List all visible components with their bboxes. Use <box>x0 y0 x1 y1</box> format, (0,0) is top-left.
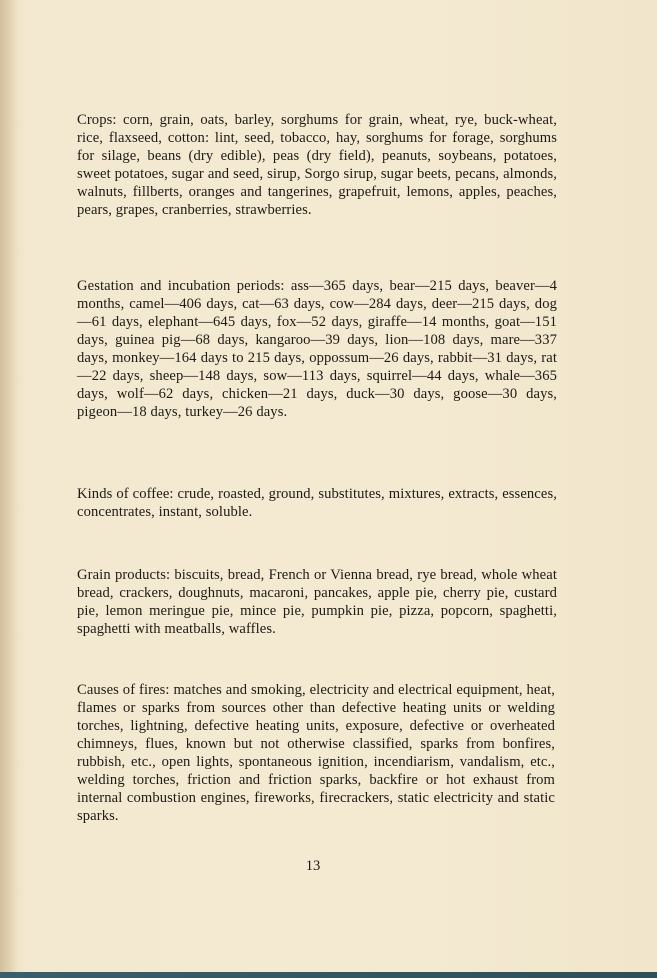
background-strip <box>0 972 657 978</box>
binding-shadow <box>0 0 18 978</box>
fire-causes-paragraph: Causes of fires: matches and smoking, electricity and electrical equipment, heat, flames or sparks from sources other than defective heating units or welding torches, lightning, defective heating units, exposure, defective or overheated chimneys, flues, known but not otherwise classified, sparks from bonfires, rubbish, etc., open lights, spontaneous ignition, incendiarism, vandalism, etc., welding torches, friction and friction sparks, backfire or hot exhaust from internal combustion engines, fireworks, firecrackers, static electricity and static sparks. <box>77 682 555 824</box>
page-number: 13 <box>305 858 321 874</box>
coffee-paragraph: Kinds of coffee: crude, roasted, ground, substitutes, mixtures, extracts, essences, concentrates, instant, soluble. <box>77 486 557 520</box>
gestation-paragraph: Gestation and incubation periods: ass—365 days, bear—215 days, beaver—4 months, camel—406 days, cat—63 days, cow—284 days, deer—215 days, dog—61 days, elephant—645 days, fox—52 days, giraffe—14 months, goat—151 days, guinea pig—68 days, kangaroo—39 days, lion—108 days, mare—337 days, monkey—164 days to 215 days, oppossum—26 days, rabbit—31 days, rat—22 days, sheep—148 days, sow—113 days, squirrel—44 days, whale—365 days, wolf—62 days, chicken—21 days, duck—30 days, goose—30 days, pigeon—18 days, turkey—26 days. <box>77 278 557 420</box>
grain-products-paragraph: Grain products: biscuits, bread, French or Vienna bread, rye bread, whole wheat bread, crackers, doughnuts, macaroni, pancakes, apple pie, cherry pie, custard pie, lemon meringue pie, mince pie, pumpkin pie, pizza, popcorn, spaghetti, spaghetti with meatballs, waffles. <box>77 567 557 637</box>
crops-paragraph: Crops: corn, grain, oats, barley, sorghums for grain, wheat, rye, buck-wheat, rice, flaxseed, cotton: lint, seed, tobacco, hay, sorghums for forage, sorghums for silage, beans (dry edible), peas (dry field), peanuts, soybeans, potatoes, sweet potatoes, sugar and seed, sirup, Sorgo sirup, sugar beets, pecans, almonds, walnuts, fillberts, oranges and tangerines, grapefruit, lemons, apples, peaches, pears, grapes, cranberries, strawberries. <box>77 112 557 218</box>
